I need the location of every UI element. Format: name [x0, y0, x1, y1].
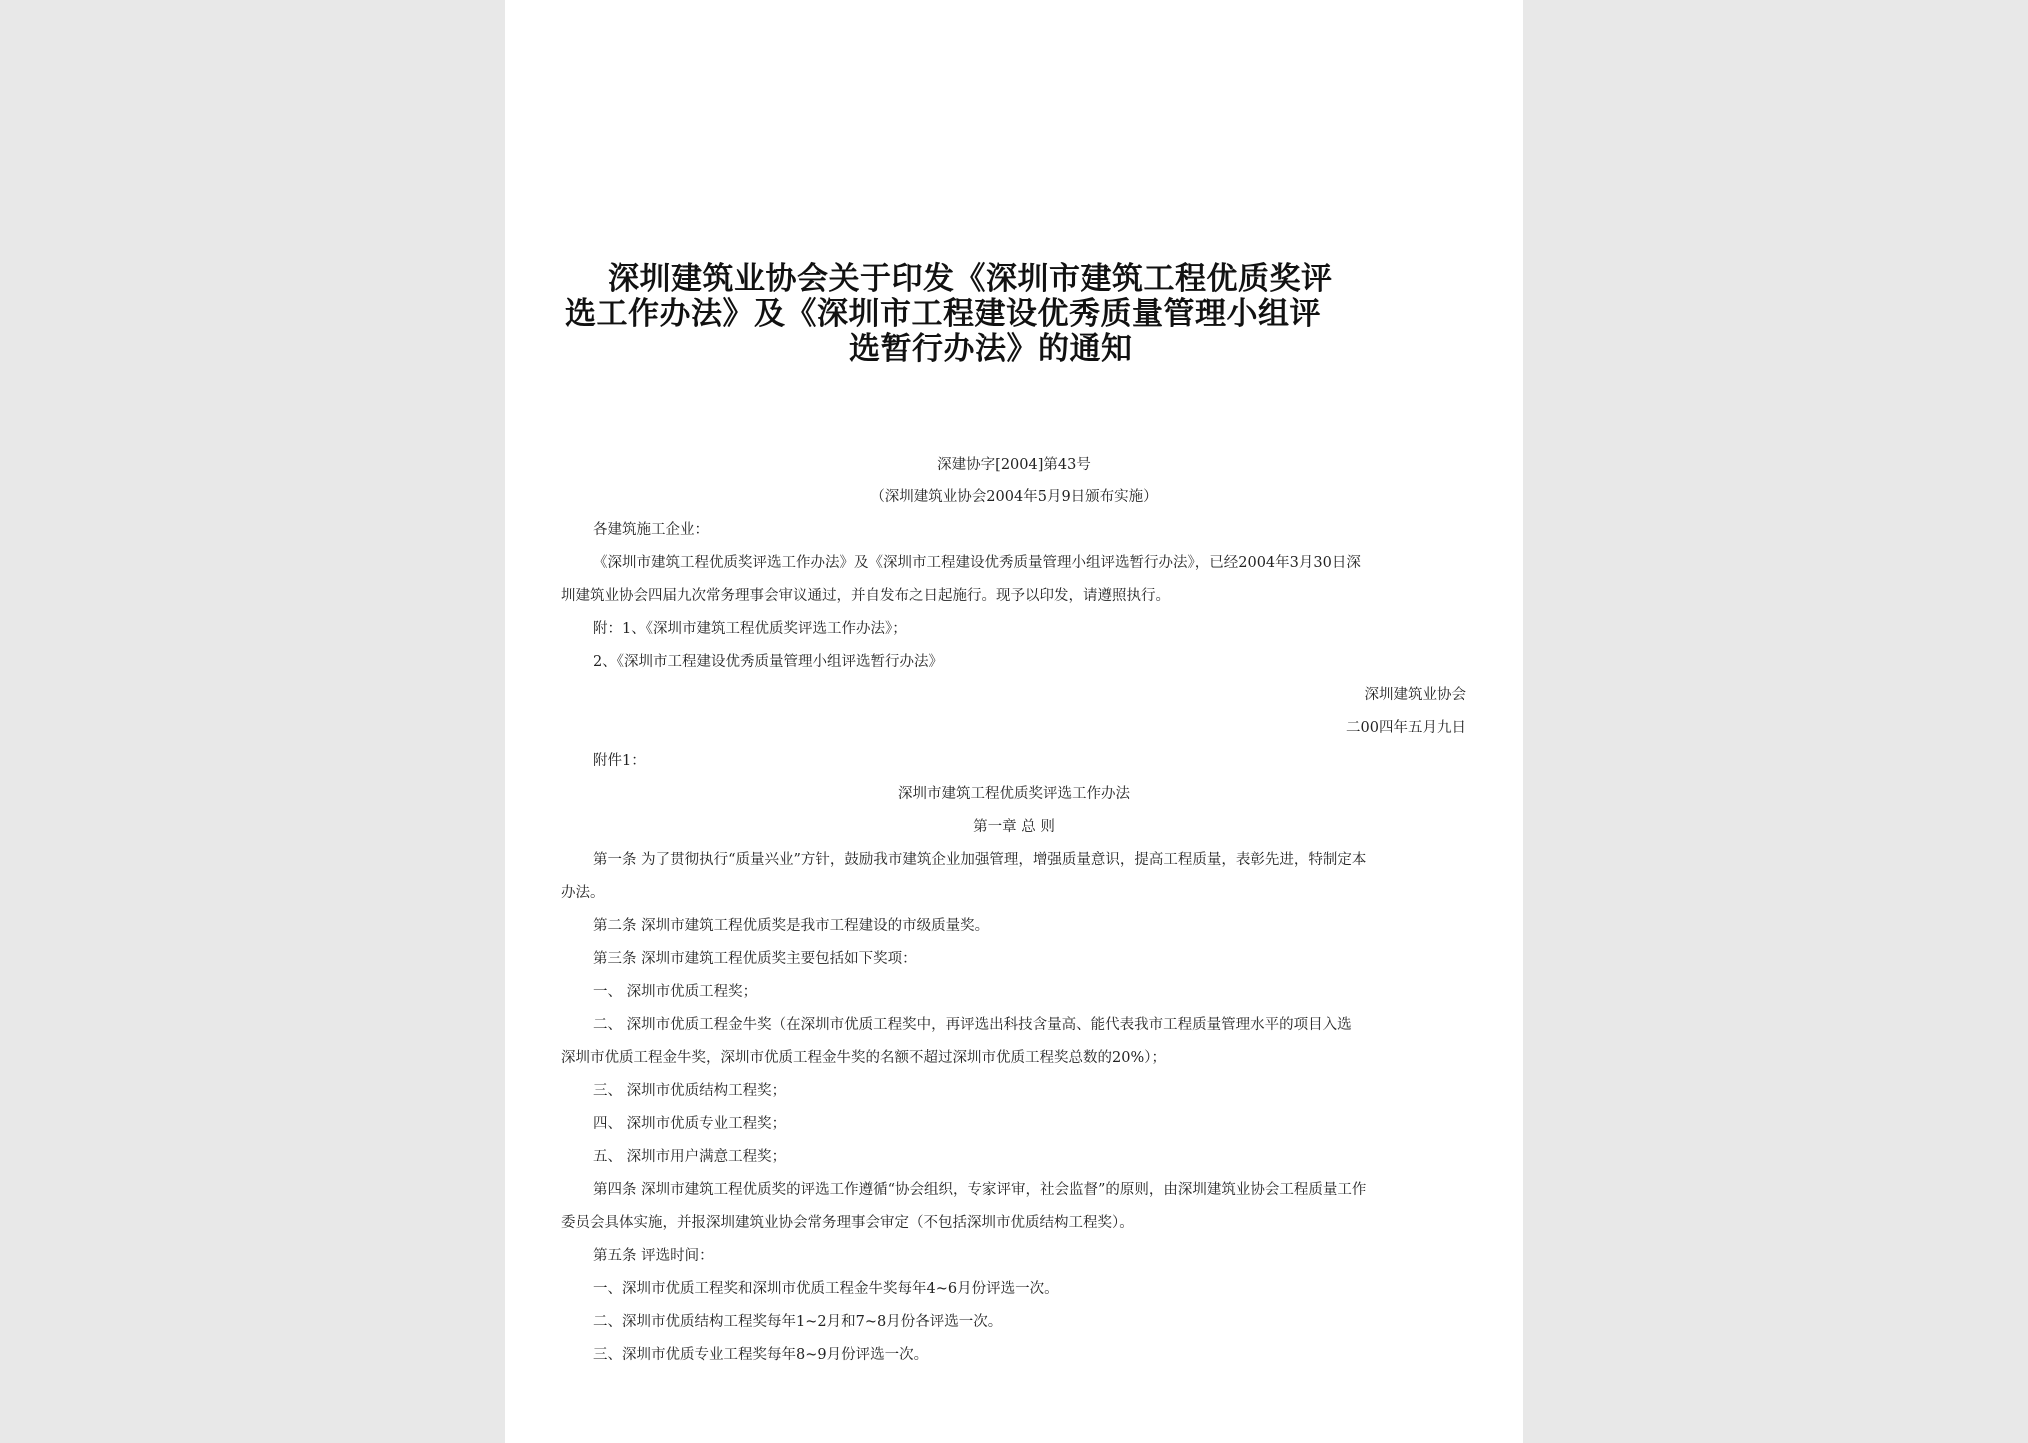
- title-line-3: 选暂行办法》的通知: [849, 331, 1133, 367]
- article-3: 第三条 深圳市建筑工程优质奖主要包括如下奖项：: [593, 951, 917, 967]
- attachment-2: 2、《深圳市工程建设优秀质量管理小组评选暂行办法》: [593, 654, 943, 670]
- article-3-item-5: 五、 深圳市用户满意工程奖；: [593, 1149, 787, 1165]
- article-5-item-3: 三、深圳市优质专业工程奖每年8~9月份评选一次。: [593, 1347, 929, 1363]
- document-page: [505, 0, 1523, 1443]
- article-4-line1: 第四条 深圳市建筑工程优质奖的评选工作遵循“协会组织，专家评审，社会监督”的原则，由深圳建筑业协会工程质量工作: [593, 1182, 1367, 1198]
- article-1-line2: 办法。: [561, 885, 605, 901]
- article-5-item-1: 一、深圳市优质工程奖和深圳市优质工程金牛奖每年4~6月份评选一次。: [593, 1281, 1059, 1297]
- article-3-item-2-line2: 深圳市优质工程金牛奖，深圳市优质工程金牛奖的名额不超过深圳市优质工程奖总数的20%）；: [561, 1050, 1166, 1066]
- title-line-1: 深圳建筑业协会关于印发《深圳市建筑工程优质奖评: [608, 261, 1333, 297]
- addressee: 各建筑施工企业：: [593, 522, 709, 538]
- signature: 深圳建筑业协会: [1364, 687, 1466, 703]
- article-4-line2: 委员会具体实施，并报深圳建筑业协会常务理事会审定（不包括深圳市优质结构工程奖）。: [561, 1215, 1134, 1231]
- para1-line2: 圳建筑业协会四届九次常务理事会审议通过，并自发布之日起施行。现予以印发，请遵照执行。: [561, 588, 1170, 604]
- article-5-item-2: 二、深圳市优质结构工程奖每年1~2月和7~8月份各评选一次。: [593, 1314, 1003, 1330]
- article-5: 第五条 评选时间：: [593, 1248, 714, 1264]
- article-3-item-2-line1: 二、 深圳市优质工程金牛奖（在深圳市优质工程奖中，再评选出科技含量高、能代表我市工程质量管理水平的项目入选: [593, 1017, 1352, 1033]
- title-line-2: 选工作办法》及《深圳市工程建设优秀质量管理小组评: [565, 296, 1321, 332]
- signature-date: 二00四年五月九日: [1346, 720, 1466, 736]
- article-3-item-4: 四、 深圳市优质专业工程奖；: [593, 1116, 787, 1132]
- article-3-item-3: 三、 深圳市优质结构工程奖；: [593, 1083, 787, 1099]
- chapter-heading: 第一章 总 则: [973, 819, 1055, 835]
- article-1-line1: 第一条 为了贯彻执行“质量兴业”方针，鼓励我市建筑企业加强管理，增强质量意识，提高工程质量，表彰先进，特制定本: [593, 852, 1367, 868]
- article-3-item-1: 一、 深圳市优质工程奖；: [593, 984, 758, 1000]
- para1-line1: 《深圳市建筑工程优质奖评选工作办法》及《深圳市工程建设优秀质量管理小组评选暂行办法》，已经2004年3月30日深: [593, 555, 1361, 571]
- issued-line: （深圳建筑业协会2004年5月9日颁布实施）: [870, 489, 1158, 505]
- annex-label: 附件1：: [593, 753, 646, 769]
- doc-number: 深建协字[2004]第43号: [937, 457, 1091, 473]
- article-2: 第二条 深圳市建筑工程优质奖是我市工程建设的市级质量奖。: [593, 918, 990, 934]
- annex-title: 深圳市建筑工程优质奖评选工作办法: [898, 786, 1130, 802]
- attachment-1: 附：1、《深圳市建筑工程优质奖评选工作办法》；: [593, 621, 907, 637]
- document-title: [565, 262, 1465, 367]
